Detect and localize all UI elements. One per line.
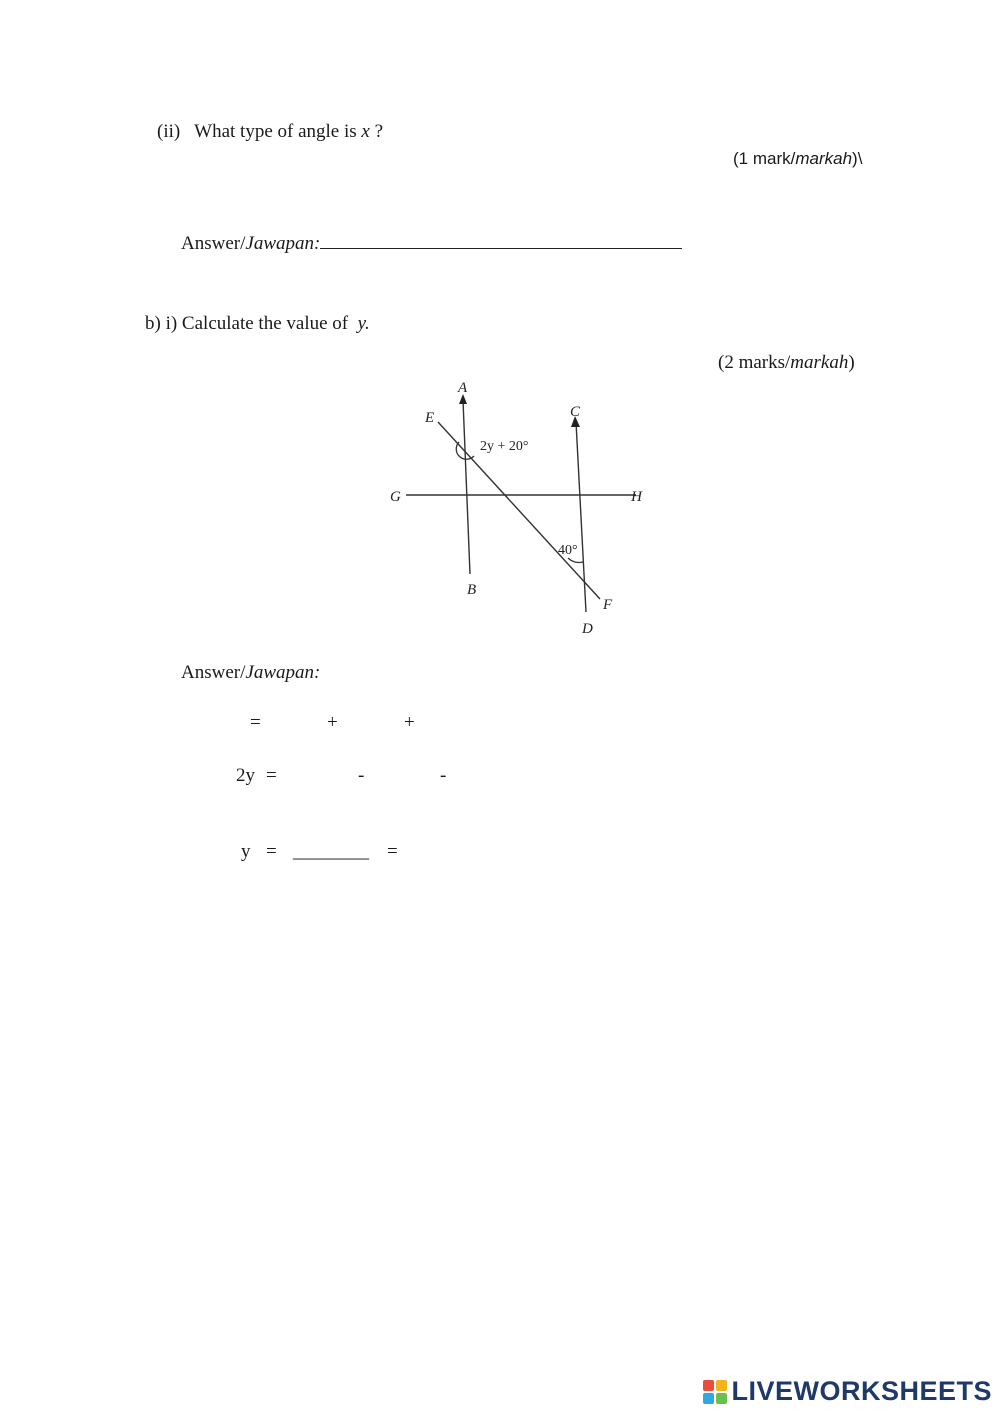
marks-italic: markah [795,149,853,168]
label-a: A [458,380,468,396]
working-eq-sign: = [266,841,277,862]
question-variable: y. [357,313,370,334]
angle-arc-bottom [568,558,583,562]
label-f: F [603,597,613,613]
geometry-figure [380,372,640,642]
answer-input-a-ii[interactable] [330,230,694,258]
working-input-1b[interactable] [345,710,404,738]
working-lhs: y [241,841,251,862]
working-input-3b[interactable] [407,839,481,867]
working-minus-sign: - [440,765,447,786]
logo-square [703,1393,714,1404]
label-h: H [631,489,642,505]
marks-close: ) [848,352,855,373]
working-plus-sign: + [404,712,415,733]
logo-square [703,1380,714,1391]
answer-label-italic: Jawapan: [245,233,321,254]
question-variable: x [361,121,370,142]
working-plus-sign: + [327,712,338,733]
label-angle-top: 2y + 20° [480,439,529,454]
brand-name: LIVEWORKSHEETS [731,1376,992,1406]
liveworksheets-logo [703,1376,992,1407]
working-input-1c[interactable] [425,710,484,738]
line-ab [463,400,470,574]
working-input-2b[interactable] [372,763,438,791]
marks-a-ii [733,149,862,169]
marks-text: (2 marks/ [718,352,791,373]
label-e: E [425,410,435,426]
label-g: G [390,489,401,505]
working-input-1a[interactable] [270,710,329,738]
working-eq-sign: = [387,841,398,862]
answer-label: Answer/ [181,233,246,254]
answer-label: Answer/ [181,662,246,683]
working-lhs: 2y [236,765,255,786]
marks-italic: markah [790,352,849,373]
label-d: D [582,621,593,637]
question-a-ii [157,121,383,143]
working-blank: ________ [293,841,369,862]
marks-close: )\ [852,149,863,168]
logo-squares-icon [703,1380,727,1404]
working-minus-sign: - [358,765,365,786]
logo-square [716,1380,727,1391]
label-angle-bottom: 40° [558,543,578,558]
answer-label-italic: Jawapan: [245,662,321,683]
question-mark: ? [374,121,384,142]
working-eq-sign: = [266,765,277,786]
label-b: B [467,582,477,598]
line-cd [576,422,586,612]
label-c: C [570,404,581,420]
working-input-3a[interactable] [293,836,377,864]
working-input-2a[interactable] [288,763,357,791]
question-text: What type of angle is [194,121,357,142]
working-eq-sign: = [250,712,261,733]
question-b-i [145,313,370,335]
answer-row-b-i [181,662,320,684]
marks-text: (1 mark/ [733,149,796,168]
question-text: b) i) Calculate the value of [145,313,349,334]
working-input-2c[interactable] [456,763,522,791]
logo-square [716,1393,727,1404]
question-number: (ii) [157,121,181,142]
marks-b-i [718,352,855,374]
